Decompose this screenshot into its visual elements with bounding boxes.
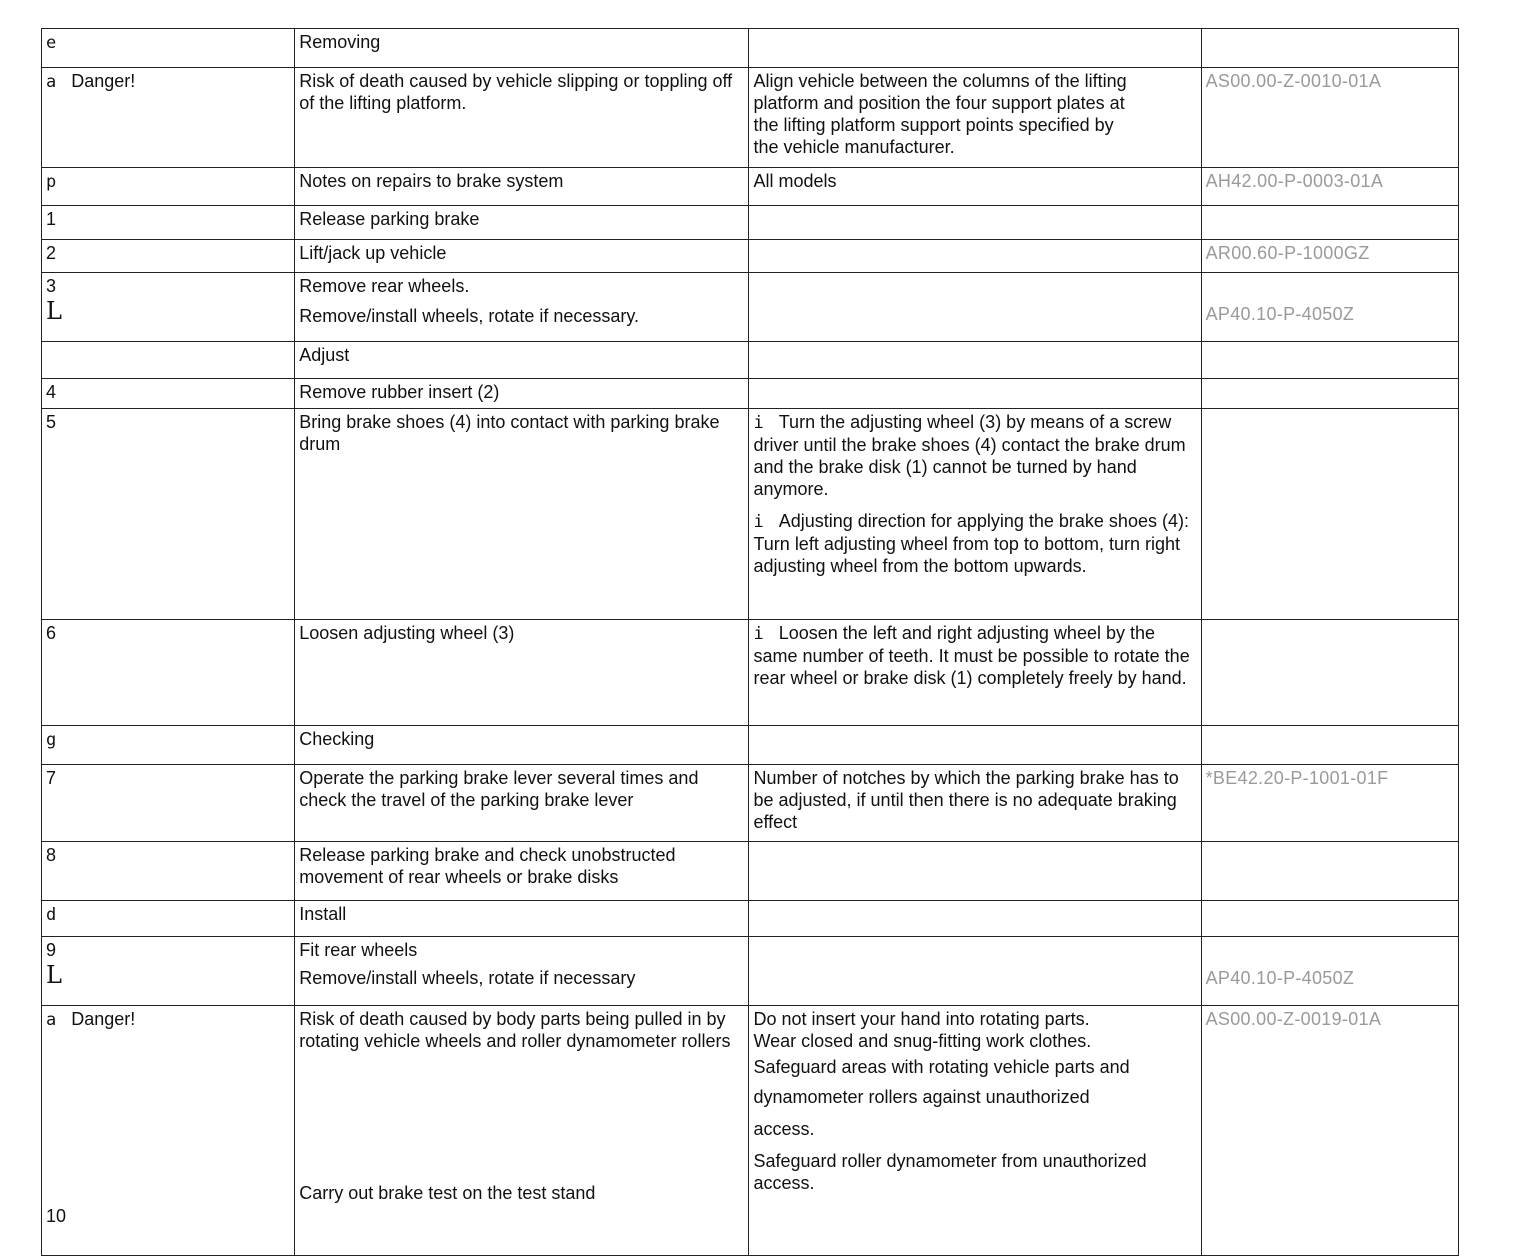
- danger-label: Danger!: [71, 1009, 136, 1029]
- mark-cell: 5: [42, 409, 295, 620]
- step-cell: Fit rear wheels Remove/install wheels, rotate if necessary: [295, 937, 749, 1006]
- mark-cell: 6: [42, 620, 295, 726]
- table-row: [42, 937, 1459, 1006]
- note-cell: [749, 409, 1201, 620]
- info-icon: i: [753, 624, 764, 644]
- step-cell: Lift/jack up vehicle: [295, 240, 749, 273]
- mark-cell: 9 L: [42, 937, 295, 1006]
- ref-cell: AS00.00-Z-0010-01A: [1201, 68, 1458, 168]
- ref-cell: AH42.00-P-0003-01A: [1201, 168, 1458, 206]
- note-cell: [749, 29, 1201, 68]
- mark-cell: [42, 68, 295, 168]
- install-symbol: d: [46, 905, 57, 925]
- ref-cell: [1201, 342, 1458, 379]
- ref-cell: [1201, 620, 1458, 726]
- table-row: [42, 68, 1459, 168]
- note-cell: Number of notches by which the parking brake has to be adjusted, if until then there is no adequate braking effect: [749, 765, 1201, 842]
- step-cell: Risk of death caused by vehicle slipping or toppling off of the lifting platform.: [295, 68, 749, 168]
- table-row: [42, 726, 1459, 765]
- note-cell: [749, 240, 1201, 273]
- mark-cell: [42, 726, 295, 765]
- mark-cell: a Danger! 10: [42, 1006, 295, 1256]
- mark-cell: 4: [42, 379, 295, 409]
- table-row: [42, 379, 1459, 409]
- mark-cell: 1: [42, 206, 295, 240]
- info-icon: i: [753, 512, 764, 532]
- link-symbol-icon: L: [46, 961, 62, 989]
- table-row: [42, 1006, 1459, 1256]
- table-row: [42, 620, 1459, 726]
- link-symbol-icon: L: [46, 297, 62, 325]
- step-cell: Install: [295, 901, 749, 937]
- step-cell: Release parking brake and check unobstructed movement of rear wheels or brake disks: [295, 842, 749, 901]
- table-row: [42, 765, 1459, 842]
- step-cell: Release parking brake: [295, 206, 749, 240]
- ref-cell: [1201, 842, 1458, 901]
- ref-cell: AS00.00-Z-0019-01A: [1201, 1006, 1458, 1256]
- ref-cell: [1201, 29, 1458, 68]
- checking-symbol: g: [46, 730, 57, 750]
- mark-cell: [42, 168, 295, 206]
- step-cell: Risk of death caused by body parts being pulled in by rotating vehicle wheels and roller dynamometer rollers Carry out brake test on the test stand: [295, 1006, 749, 1256]
- step-cell: Adjust: [295, 342, 749, 379]
- mark-cell: [42, 901, 295, 937]
- step-cell: Loosen adjusting wheel (3): [295, 620, 749, 726]
- step-cell: Remove rear wheels. Remove/install wheels, rotate if necessary.: [295, 273, 749, 342]
- note-cell: Do not insert your hand into rotating parts. Wear closed and snug-fitting work clothes. Safeguard areas with rotating vehicle parts and dynamometer rollers against unauthorized access. Safeguard roller dynamometer from unauthorized access.: [749, 1006, 1201, 1256]
- table-row: [42, 273, 1459, 342]
- danger-icon: a: [46, 72, 57, 92]
- note-cell: All models: [749, 168, 1201, 206]
- table-row: [42, 342, 1459, 379]
- mark-cell: 3 L: [42, 273, 295, 342]
- info-icon: i: [753, 413, 764, 433]
- note-cell: [749, 273, 1201, 342]
- danger-icon: a: [46, 1010, 57, 1030]
- note-cell: [749, 342, 1201, 379]
- step-cell: Remove rubber insert (2): [295, 379, 749, 409]
- note-cell: Align vehicle between the columns of the lifting platform and position the four support plates at the lifting platform support points specified by the vehicle manufacturer.: [749, 68, 1201, 168]
- info-note: i Adjusting direction for applying the brake shoes (4): Turn left adjusting wheel from top to bottom, turn right adjusting wheel from the bottom upwards.: [753, 511, 1189, 576]
- mark-cell: [42, 29, 295, 68]
- ref-cell: [1201, 726, 1458, 765]
- table-row: [42, 409, 1459, 620]
- table-row: [42, 29, 1459, 68]
- table-row: [42, 206, 1459, 240]
- table-row: [42, 240, 1459, 273]
- ref-cell: [1201, 206, 1458, 240]
- step-cell: Operate the parking brake lever several times and check the travel of the parking brake lever: [295, 765, 749, 842]
- note-cell: [749, 842, 1201, 901]
- mark-cell: 8: [42, 842, 295, 901]
- procedure-table: [41, 28, 1459, 1256]
- note-cell: [749, 620, 1201, 726]
- mark-cell: 7: [42, 765, 295, 842]
- ref-cell: [1201, 409, 1458, 620]
- ref-cell: AP40.10-P-4050Z: [1201, 273, 1458, 342]
- note-cell: [749, 726, 1201, 765]
- step-cell: Notes on repairs to brake system: [295, 168, 749, 206]
- note-cell: [749, 206, 1201, 240]
- note-cell: [749, 379, 1201, 409]
- ref-cell: AP40.10-P-4050Z: [1201, 937, 1458, 1006]
- table-row: [42, 842, 1459, 901]
- mark-cell: 2: [42, 240, 295, 273]
- danger-label: Danger!: [71, 71, 136, 91]
- step-cell: Bring brake shoes (4) into contact with parking brake drum: [295, 409, 749, 620]
- ref-cell: [1201, 901, 1458, 937]
- table-row: [42, 901, 1459, 937]
- ref-cell: *BE42.20-P-1001-01F: [1201, 765, 1458, 842]
- note-cell: [749, 901, 1201, 937]
- ref-cell: AR00.60-P-1000GZ: [1201, 240, 1458, 273]
- ref-cell: [1201, 379, 1458, 409]
- step-cell: Checking: [295, 726, 749, 765]
- table-row: [42, 168, 1459, 206]
- note-cell: [749, 937, 1201, 1006]
- notes-symbol: p: [46, 172, 57, 192]
- removing-symbol: e: [46, 33, 57, 53]
- info-note: i Loosen the left and right adjusting wheel by the same number of teeth. It must be possible to rotate the rear wheel or brake disk (1) completely freely by hand.: [753, 623, 1190, 688]
- step-cell: Removing: [295, 29, 749, 68]
- info-note: i Turn the adjusting wheel (3) by means of a screw driver until the brake shoes (4) contact the brake drum and the brake disk (1) cannot be turned by hand anymore.: [753, 412, 1186, 499]
- mark-cell: [42, 342, 295, 379]
